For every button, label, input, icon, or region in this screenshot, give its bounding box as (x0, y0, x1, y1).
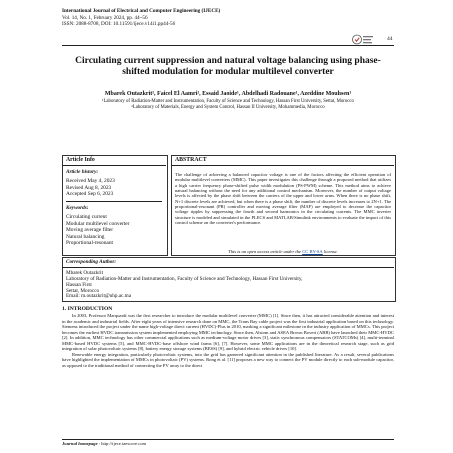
journal-volume: Vol. 14, No. 1, February 2024, pp. 44~56 (62, 14, 148, 21)
corresponding-university: Hassan First (66, 281, 92, 288)
corresponding-label: Corresponding Author: (66, 259, 117, 265)
license-suffix: license. (323, 249, 338, 254)
journal-issn: ISSN: 2088-8708, DOI: 10.11591/ijece.v14i1.pp44-56 (62, 21, 176, 27)
footer-rule (62, 439, 394, 440)
history-revised: Revised Aug 8, 2023 (66, 184, 112, 191)
page-number: 44 (387, 36, 393, 42)
crossmark-logo[interactable] (352, 32, 374, 43)
keyword-item: Modular multilevel converter (66, 220, 130, 227)
license-line (175, 249, 391, 254)
keyword-item: Proportional-resonant (66, 240, 114, 246)
article-info-heading: Article Info (66, 157, 95, 163)
corresponding-rule (62, 267, 394, 268)
paper-title: Circulating current suppression and natural voltage balancing using phase-shifted modulation for modular multilevel converter (75, 56, 381, 77)
corresponding-affiliation: Laboratory of Radiation-Matter and Instrumentation, Faculty of Science and Technology, Hassan First University, (66, 275, 303, 282)
keyword-item: Natural balancing (66, 233, 105, 240)
section-heading: 1. INTRODUCTION (62, 306, 113, 312)
corresponding-city: Settat, Morocco (66, 287, 100, 294)
paragraph: In 2003, Professor Marquardt was the first researcher to introduce the modular multilevel converter (MMC) [1]. Since then, it has attracted considerable attention and interest in the academic and industrial fields. After eight years of intensive research done on MMC, the Trans Bay cable project was the first industrial application based on this technology. Siemens introduced the project under the name high-voltage direct current (HVDC)-Plus in 2010, marking a significant milestone in the industry application of MMCs. This project becomes the earliest HVDC transmission system implemented employing MMC technology. Since then, Alstom and ASEA Brown Boveri (ABB) have launched their MMC-HVDC [2]. In addition, MMC technology has other commercial applications such as medium-voltage motor drives [3], static synchronous compensators (STATCOMs) [4], multi-terminal MMC-based HVDC systems [5], and MMC-HVDC-base offshore wind farms [6], [7]. However, some MMC applications are in the theoretical research stage, such as grid integration of solar photovoltaic systems [8], battery energy storage systems (BESS) [9], and hybrid electric vehicle drives [10]. (62, 313, 394, 352)
article-info-rule (62, 165, 166, 166)
affiliation-2: ²Laboratory of Materials, Energy and System Control, Hassan II University, Mohammedia, Morocco (131, 105, 325, 110)
footer-label: Journal homepage (62, 441, 98, 446)
introduction-body (62, 313, 394, 368)
journal-name: International Journal of Electrical and Computer Engineering (IJECE) (62, 8, 221, 14)
corresponding-name: Mbarek Outazkrit (66, 269, 104, 276)
keywords-rule (66, 201, 162, 202)
crossmark-icon (352, 34, 374, 45)
author-list: Mbarek Outazkrit¹, Faicel El Aamri², Essaid Jaoide¹, Abdelhadi Radouane¹, Azeddine Mouhsen¹ (104, 91, 352, 97)
keyword-item: Moving average filter (66, 227, 113, 233)
keyword-item: Circulating current (66, 214, 107, 220)
history-received: Received May 4, 2023 (66, 178, 115, 184)
keywords-label: Keywords: (66, 205, 89, 211)
abstract-heading: ABSTRACT (175, 157, 207, 163)
affiliation-1: ¹Laboratory of Radiation-Matter and Instrumentation, Faculty of Science and Technology, Hassan First University, Settat, Morocco (102, 99, 354, 104)
abstract-rule (171, 165, 394, 166)
license-link[interactable]: CC BY-SA (302, 249, 323, 254)
header-rule (62, 45, 394, 46)
abstract-text: The challenge of achieving a balanced capacitor voltage is one of the factors affecting the efficient operation of modular multilevel converters (MMC). This paper investigates this challenge through a proposed method that utilizes a high carrier frequency phase-shifted pulse width modulation (PS-PWM) scheme. This method aims to achieve natural balancing without the need for any additional control mechanism. Moreover, the number of output voltage levels is affected by the phase shift between the carriers of the upper and lower arms. When there is no phase shift, N+1 discrete levels are achieved, but when there is a phase shift, the number of discrete levels increases to 2N+1. The proportional-resonant (PR) controller and moving average filter (MAF) are employed to decrease the capacitor voltage ripples by suppressing the fourth and second harmonics in the circulating currents. The MMC inverter structure is modeled and simulated in the PLECS and MATLAB/Simulink environments to evaluate the impact of this control scheme on the converter's performance. (175, 172, 391, 226)
history-accepted: Accepted Sep 6, 2023 (66, 191, 114, 197)
paragraph: Renewable energy integration, particularly photovoltaic systems, into the grid has garnered significant attention in the published literature. As a result, several publications have highlighted the implementation of MMCs in photovoltaic (PV) systems. Rong et al. [11] proposes a new way to connect the PV module directly to each sub-module capacitor, as opposed to the traditional method of connecting the PV array to the direct (62, 351, 394, 368)
footer-url[interactable]: : http://ijece.iaescore.com (98, 441, 147, 446)
license-text: This is an open access article under the (228, 249, 302, 254)
footer (62, 441, 146, 446)
history-label: Article history: (66, 169, 99, 175)
corresponding-email: Email: m.outazkrit@uhp.ac.ma (66, 293, 131, 299)
